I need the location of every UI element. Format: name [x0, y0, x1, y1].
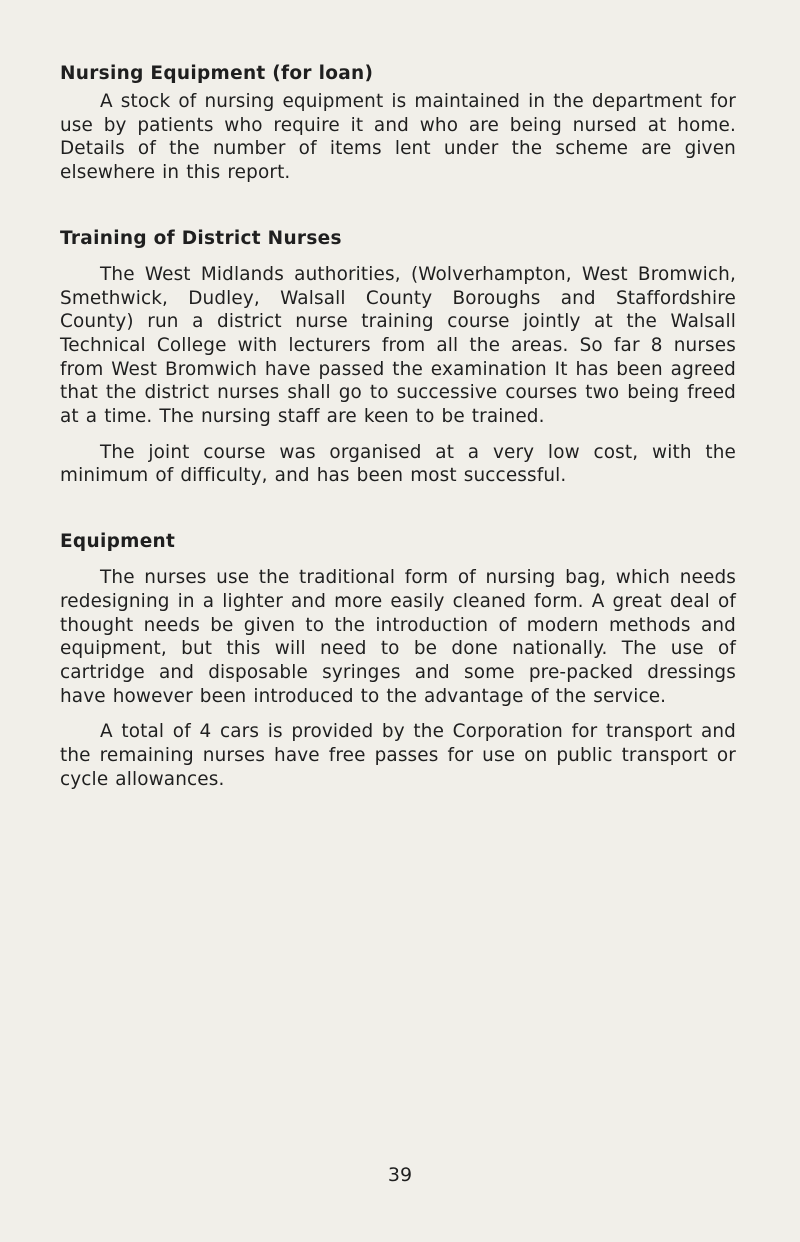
section-training-district-nurses: [60, 227, 736, 488]
paragraph: A stock of nursing equipment is maintained in the department for use by patients who require it and who are being nursed at home. Details of the number of items lent under the scheme are given elsewhere in this report.: [60, 91, 736, 184]
paragraph: The joint course was organised at a very low cost, with the minimum of difficulty, and has been most successful.: [60, 441, 736, 487]
section-heading: Training of District Nurses: [60, 227, 342, 249]
page-number: 39: [387, 1164, 413, 1186]
paragraph: A total of 4 cars is provided by the Corporation for transport and the remaining nurses have free passes for use on public transport or cycle allowances.: [60, 721, 736, 790]
section-heading: Nursing Equipment (for loan): [60, 63, 374, 84]
paragraph: The nurses use the traditional form of nursing bag, which needs redesigning in a lighter and more easily cleaned form. A great deal of thought needs be given to the introduction of modern methods and equipment, but this will need to be done nationally. The use of cartridge and disposable syringes and some pre-packed dressings have however been introduced to the advantage of the service.: [60, 567, 736, 707]
report-page: [60, 62, 736, 791]
section-heading: Equipment: [60, 531, 176, 553]
section-equipment: [60, 530, 736, 791]
section-nursing-equipment: [60, 62, 736, 185]
paragraph: The West Midlands authorities, (Wolverhampton, West Bromwich, Smethwick, Dudley, Walsall County Boroughs and Staffordshire County) run a district nurse training course jointly at the Walsall Technical College with lecturers from all the areas. So far 8 nurses from West Bromwich have passed the examination It has been agreed that the district nurses shall go to successive courses two being freed at a time. The nursing staff are keen to be trained.: [60, 263, 736, 428]
